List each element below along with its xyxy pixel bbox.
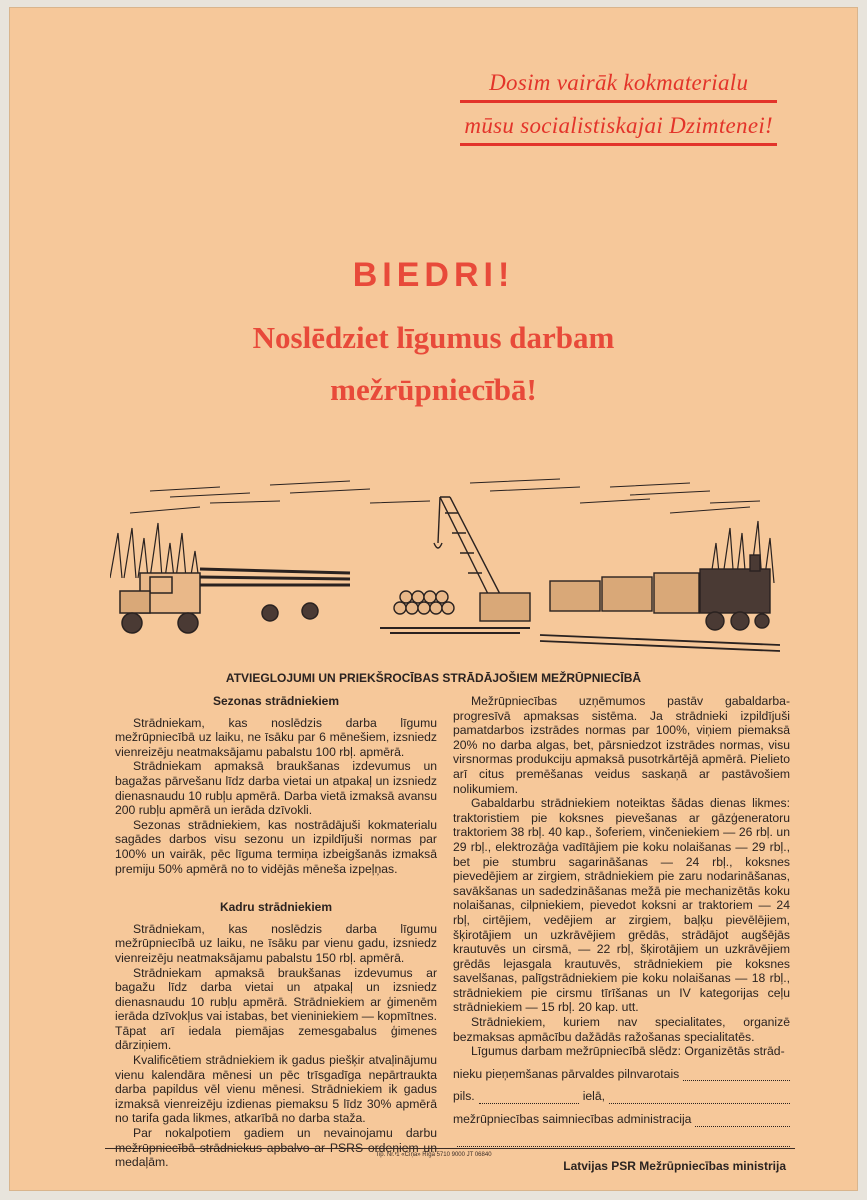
right-paragraph: Līgumus darbam mežrūpniecībā slēdz: Organizētās strād-	[471, 1044, 785, 1059]
form-line-admin	[453, 1112, 790, 1127]
right-paragraph: Gabaldarbu strādniekiem noteiktas šādas dienas likmes: traktoristiem pie koksnes pievešanas ar gāzģeneratoru traktoriem 38 rbļ. 40 kap., šoferiem, vinčeniekiem — 26 rbļ. un 29 rbļ., elektrozāģa vadītājiem pie koku nolaišanas — 29 rbļ., bet pie stumbru sagarināšanas — 24 rbļ., koksnes pievedējiem ar zirgiem, strādniekiem pie zaru nodarināšanas, savākšanas un sadedzināšanas mežā pie mechanizētās koku nolaišanas, cilpniekiem, pievedot koksni ar traktoriem — 24 rbļ, cirtējiem, vedējiem ar zirgiem, baļķu pievēlējiem, šķirotājiem un uzkrāvējiem grēdās, strādājot augšējās krautuvēs un cirsmā, — 22 rbļ, šķirotājiem un uzkrāvējiem grēdās lejasgala krautuvēs, strādniekiem pie koksnes savelšanas, palīgstrādniekiem pie koku nolaišanas — 18 rbļ., strādniekiem pie cirsmu tīrīšanas un IV kategorijas ceļu strādniekiem — 15 rbļ. 20 kap. utt.	[453, 796, 790, 1015]
cadre-paragraph: Kvalificētiem strādniekiem ik gadus piešķir atvaļinājumu vienu kalendāra mēnesi un pēc trīsgadīga nepārtraukta darba papildus vēl vienu mēnesi. Strādniekiem ik gadus izmaksā vienreizēju izdienas piemaksu 5 līdz 30% apmērā no tarifa gada likmes, atkarībā no darba staža.	[115, 1053, 437, 1126]
form-line-blank	[453, 1135, 790, 1147]
right-column	[453, 694, 790, 1173]
form-label-street: ielā,	[582, 1089, 606, 1104]
seasonal-paragraph: Strādniekam apmaksā braukšanas izdevumus un bagažas pārvešanu līdz darba vietai un atpakaļ un izsniedz dienasnaudu 10 rubļu apmērā. Darba vietā izmaksā avansu 200 rubļu apmērā un ierāda dzīvokli.	[115, 759, 437, 818]
right-paragraph: Mežrūpniecības uzņēmumos pastāv gabaldarba-progresīvā apmaksas sistēma. Ja strādnieki izpildījuši pamatdarbos izstrādes normas par 100%, viņiem piemaksā 20% no darba algas, bet, pārsniedzot izstrādes normas, visu virsnormas produkciju apmaksā pusotrkārtējā apmērā. Pielieto arī citus premēšanas veidus saskaņā ar pastāvošiem nolikumiem.	[453, 694, 790, 796]
right-paragraph: Strādniekiem, kuriem nav specialitates, organizē bezmaksas apmācību dažādās ražošanas specialitatēs.	[453, 1015, 790, 1044]
section-title: ATVIEGLOJUMI UN PRIEKŠROCĪBAS STRĀDĀJOŠIEM MEŽRŪPNIECĪBĀ	[225, 671, 642, 685]
form-label-city: pils.	[453, 1089, 475, 1104]
form-blank	[479, 1092, 579, 1104]
form-label-office: nieku pieņemšanas pārvaldes pilnvarotais	[453, 1066, 680, 1081]
poster-sheet	[10, 8, 857, 1190]
form-line-address	[453, 1089, 790, 1104]
seasonal-paragraph: Strādniekam, kas noslēdzis darba līgumu mežrūpniecībā uz laiku, ne īsāku par 6 mēnešiem, izsniedz vienreizēju neatmaksājamu pabalstu 100 rbļ. apmērā.	[115, 715, 437, 759]
headline-biedri: BIEDRI!	[352, 256, 515, 294]
form-line-office	[453, 1067, 790, 1082]
crane-icon	[380, 497, 530, 633]
slogan	[460, 70, 777, 156]
form-blank	[609, 1092, 790, 1104]
cadre-paragraph: Par nokalpotiem gadiem un nevainojamu darbu mežrūpniecībā strādniekus apbalvo ar PSRS ordeņiem un medaļām.	[115, 1126, 437, 1170]
slogan-line-2: mūsu socialistiskajai Dzimtenei!	[460, 113, 777, 146]
slogan-line-1: Dosim vairāk kokmaterialu	[460, 70, 777, 103]
forestry-illustration	[110, 473, 780, 663]
seasonal-title: Sezonas strādniekiem	[212, 694, 340, 708]
form-blank	[683, 1069, 790, 1081]
printer-imprint: Tip. Nr. 1 «Cīņa» Rīgā 5710 9000 JT 06840	[375, 1152, 492, 1158]
headline-line-2: Noslēdziet līgumus darbam	[252, 320, 615, 355]
form-blank	[695, 1115, 790, 1127]
form-label-admin: mežrūpniecības saimniecības administracija	[453, 1112, 692, 1127]
footer-rule	[105, 1148, 795, 1149]
headline-line-3: mežrūpniecībā!	[330, 372, 537, 407]
left-column	[115, 694, 437, 1170]
ministry-signature: Latvijas PSR Mežrūpniecības ministrija	[563, 1158, 786, 1173]
seasonal-paragraph: Sezonas strādniekiem, kas nostrādājuši kokmaterialu sagādes darbos visu sezonu un izpildījuši normas par 100% un vairāk, pēc līguma termiņa izbeigšanās izmaksā premiju 50% apmērā no to vidējās mēneša izpeļņas.	[115, 817, 437, 876]
form-blank	[457, 1135, 790, 1147]
cadre-title: Kadru strādniekiem	[219, 900, 333, 915]
cadre-paragraph: Strādniekam apmaksā braukšanas izdevumus ar bagažu līdz darba vietai un atpakaļ un izsniedz dienasnaudu 10 rubļu apmērā. Strādniekiem ar ģimenēm ierāda dzīvokļus vai istabas, bet vieniniekiem — kopmītnes. Tāpat arī iedala piemājas zemesgabalus ģimenes dārziņiem.	[115, 965, 437, 1053]
cadre-paragraph: Strādniekam, kas noslēdzis darba līgumu mežrūpniecībā uz laiku, ne īsāku par vienu gadu, izsniedz vienreizēju neatmaksājamu pabalstu 150 rbļ. apmērā.	[115, 921, 437, 965]
